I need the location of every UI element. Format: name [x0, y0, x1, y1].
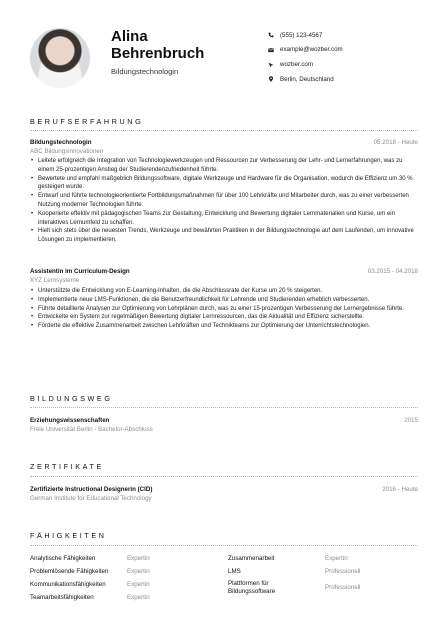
certificate-title: Zertifizierte Instructional Designerin (CID): [30, 486, 153, 493]
job-bullets: [38, 157, 418, 245]
bullet-item: • Entwickelte ein System zur regelmäßigen Bewertung digitaler Lernressourcen, das die Aktualität und Effizienz sicherstellte.: [38, 313, 418, 322]
skill-name: Kommunikationsfähigkeiten: [30, 581, 106, 588]
job-date: 03.2015 - 04.2018: [367, 268, 418, 275]
name-last: Behrenbruch: [111, 45, 205, 62]
skill-name: Analytische Fähigkeiten: [30, 555, 96, 562]
skill-name: Plattformen für Bildungssoftware: [228, 580, 276, 595]
contact-email[interactable]: [268, 43, 343, 57]
section-title-certificates: ZERTIFIKATE: [30, 462, 104, 471]
education-date: 2015: [404, 417, 418, 424]
name-first: Alina: [111, 28, 148, 45]
skill-level: Professionell: [325, 584, 361, 591]
job-date: 05.2018 - Heute: [373, 139, 418, 146]
skill-level: Expertin: [127, 555, 150, 562]
education-institution: Freie Universität Berlin - Bachelor-Abschluss: [30, 426, 153, 433]
education-title: Erziehungswissenschaften: [30, 417, 110, 424]
person-name: [111, 28, 204, 62]
bullet-item: • Förderte die effektive Zusammenarbeit zwischen Lehrkräften und Technikteams zur Optimierung der Unterrichtstechnologien.: [38, 322, 418, 331]
skill-name: Zusammenarbeit: [228, 555, 275, 562]
skill-level: Expertin: [127, 581, 150, 588]
avatar: [30, 28, 90, 88]
bullet-item: • Implementierte neue LMS-Funktionen, die die Benutzerfreundlichkeit für Lehrende und Studierenden erheblich verbesserten.: [38, 296, 418, 305]
skill-level: Expertin: [127, 594, 150, 601]
job-title: Assistentin im Curriculum-Design: [30, 268, 130, 275]
skill-name: Teamarbeitsfähigkeiten: [30, 594, 94, 601]
link-icon: [268, 62, 280, 68]
contact-email-text[interactable]: example@wozber.com: [280, 46, 343, 54]
bullet-item: • Führte detaillierte Analysen zur Optimierung von Lehrplänen durch, was zu einer 15-prozentigen Verbesserung der Lernergebnisse führte.: [38, 305, 418, 314]
skill-name: LMS: [228, 568, 241, 575]
section-divider: [30, 407, 418, 408]
skill-name: Problemlösende Fähigkeiten: [30, 568, 109, 575]
bullet-item: • Leitete erfolgreich die Integration von Technologiewerkzeugen und Ressourcen zur Verbesserung der Lehr- und Lernerfahrungen, was zu einem 25-prozentigen Anstieg der Studierendenzufriedenheit führte.: [38, 157, 418, 175]
contact-website-text[interactable]: wozber.com: [280, 61, 314, 69]
job-role: Bildungstechnologin: [111, 67, 179, 76]
section-title-experience: BERUFSERFAHRUNG: [30, 117, 144, 126]
location-pin-icon: [268, 76, 280, 82]
skill-level: Expertin: [325, 555, 348, 562]
certificate-date: 2016 - Heute: [382, 486, 418, 493]
resume-header: [0, 0, 448, 110]
bullet-item: • Kooperierte effektiv mit pädagogischen Teams zur Gestaltung, Entwicklung und Bewertung digitaler Lernmaterialien und Kurse, um ein interaktives Lernumfeld zu schaffen.: [38, 210, 418, 228]
section-divider: [30, 130, 418, 131]
section-title-skills: FÄHIGKEITEN: [30, 531, 107, 540]
skill-level: Expertin: [127, 568, 150, 575]
bullet-item: • Entwarf und führte technologieorientierte Fortbildungsmaßnahmen für über 100 Lehrkräfte und Mitarbeiter durch, was zu einer verbesserten Nutzung moderner Technologien führte.: [38, 192, 418, 210]
section-divider: [30, 476, 418, 477]
job-company: ABC Bildungsinnovationen: [30, 147, 104, 155]
section-title-education: BILDUNGSWEG: [30, 394, 113, 403]
job-title: Bildungstechnologin: [30, 139, 92, 146]
bullet-item: • Bewertete und empfahl maßgeblich Bildungssoftware, digitale Werkzeuge und Hardware für die Organisation, wodurch die Effizienz um 30 % gesteigert wurde.: [38, 175, 418, 193]
contact-phone-text: (555) 123-4567: [280, 31, 323, 39]
section-divider: [30, 545, 418, 546]
mail-icon: [268, 47, 280, 53]
contact-website[interactable]: [268, 58, 343, 72]
certificate-issuer: German Institute for Educational Technology: [30, 495, 152, 502]
phone-icon: [268, 32, 280, 38]
contact-location-text: Berlin, Deutschland: [280, 75, 334, 83]
contact-list: [268, 28, 343, 87]
contact-phone: [268, 28, 343, 42]
job-bullets: [38, 287, 418, 331]
skill-level: Professionell: [325, 568, 361, 575]
bullet-item: • Unterstützte die Entwicklung von E-Learning-Inhalten, die die Abschlussrate der Kurse um 20 % steigerten.: [38, 287, 418, 296]
job-company: XYZ Lernsysteme: [30, 277, 80, 284]
contact-location: [268, 72, 343, 86]
bullet-item: • Hielt sich stets über die neuesten Trends, Werkzeuge und bewährten Praktiken in der Bildungstechnologie auf dem Laufenden, um innovative Lösungen zu implementieren.: [38, 227, 418, 245]
